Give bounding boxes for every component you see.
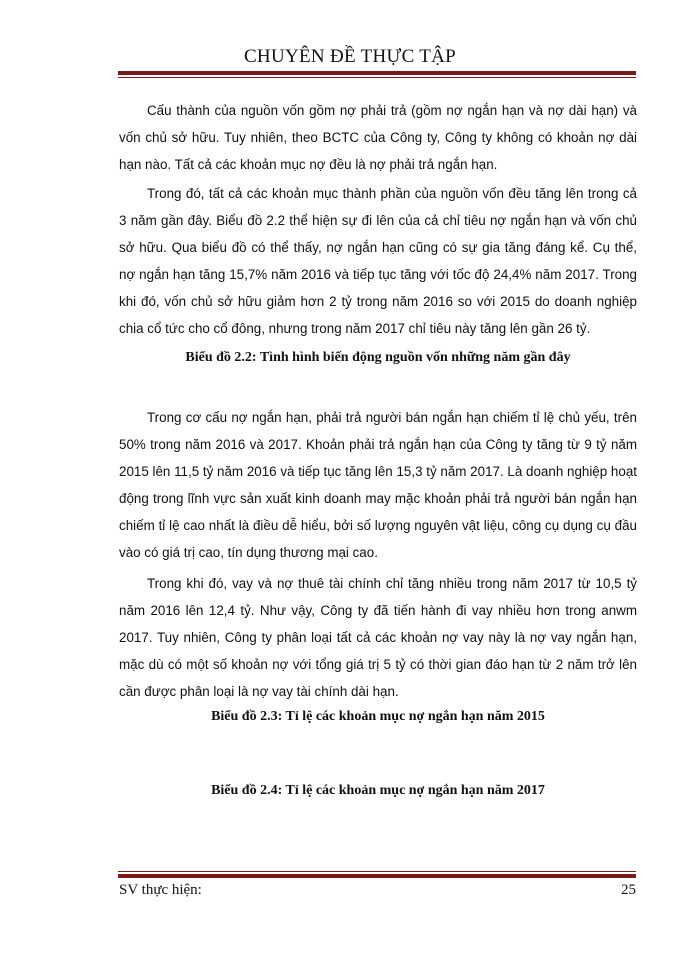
page-number: 25 — [621, 882, 636, 898]
header-rule-thick — [118, 71, 636, 75]
footer-rule-thin — [118, 871, 636, 872]
chart-caption-2-4: Biểu đồ 2.4: Tỉ lệ các khoản mục nợ ngắn hạn năm 2017 — [211, 783, 545, 798]
chart-caption-2-2: Biểu đồ 2.2: Tình hình biến động nguồn vốn những năm gần đây — [185, 350, 571, 365]
header-title: CHUYÊN ĐỀ THỰC TẬP — [243, 46, 457, 67]
paragraph-2: Trong đó, tất cả các khoản mục thành phần của nguồn vốn đều tăng lên trong cả 3 năm gần đây. Biểu đồ 2.2 thể hiện sự đi lên của cả chỉ tiêu nợ ngắn hạn và vốn chủ sở hữu. Qua biểu đồ có thể thấy, nợ ngắn hạn cũng có sự gia tăng đáng kể. Cụ thể, nợ ngắn hạn tăng 15,7% năm 2016 và tiếp tục tăng với tốc độ 24,4% năm 2017. Trong khi đó, vốn chủ sở hữu giảm hơn 2 tỷ trong năm 2016 so với 2015 do doanh nghiệp chia cổ tức cho cổ đông, nhưng trong năm 2017 chỉ tiêu này tăng lên gần 26 tỷ. — [119, 186, 637, 336]
paragraph-3: Trong cơ cấu nợ ngắn hạn, phải trả người bán ngắn hạn chiếm tỉ lệ chủ yếu, trên 50% trong năm 2016 và 2017. Khoản phải trả ngắn hạn của Công ty tăng từ 9 tỷ năm 2015 lên 11,5 tỷ năm 2016 và tiếp tục tăng lên 15,3 tỷ năm 2017. Là doanh nghiệp hoạt động trong lĩnh vực sản xuất kinh doanh may mặc khoản phải trả người bán ngắn hạn chiếm tỉ lệ cao nhất là điều dễ hiểu, bởi số lượng nguyên vật liệu, công cụ dụng cụ đầu vào có giá trị cao, tín dụng thương mại cao. — [119, 410, 637, 560]
paragraph-4: Trong khi đó, vay và nợ thuê tài chính chỉ tăng nhiều trong năm 2017 từ 10,5 tỷ năm 2016 lên 12,4 tỷ. Như vậy, Công ty đã tiến hành đi vay nhiều hơn trong anwm 2017. Tuy nhiên, Công ty phân loại tất cả các khoản nợ vay này là nợ vay ngắn hạn, mặc dù có một số khoản nợ với tổng giá trị 5 tỷ có thời gian đáo hạn từ 2 năm trở lên cần được phân loại là nợ vay tài chính dài hạn. — [119, 576, 637, 699]
body-block-2 — [119, 404, 637, 705]
chart-caption-2-3: Biểu đồ 2.3: Tỉ lệ các khoản mục nợ ngắn hạn năm 2015 — [211, 709, 545, 724]
paragraph-1: Cấu thành của nguồn vốn gồm nợ phải trả (gồm nợ ngắn hạn và nợ dài hạn) và vốn chủ sở hữu. Tuy nhiên, theo BCTC của Công ty, Công ty không có khoản nợ dài hạn nào. Tất cả các khoản mục nợ đều là nợ phải trả ngắn hạn. — [119, 103, 637, 172]
body-block-1 — [119, 97, 637, 342]
header-rule-thin — [118, 77, 636, 78]
footer-author-label: SV thực hiện: — [119, 882, 202, 898]
footer-rule-thick — [118, 874, 636, 878]
